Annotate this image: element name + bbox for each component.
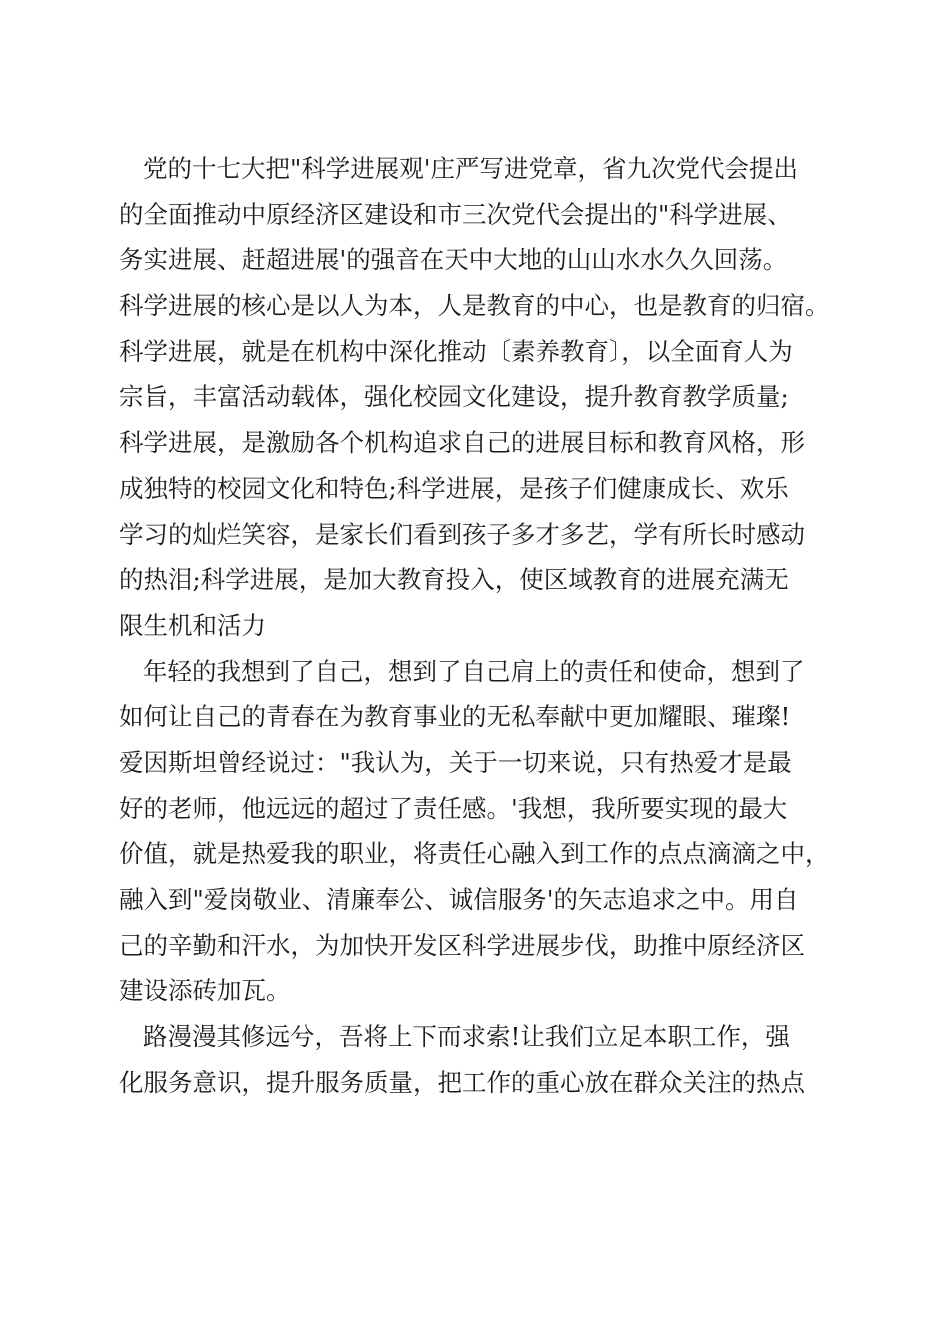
text-line: 成独特的校园文化和特色;科学进展，是孩子们健康成长、欢乐	[119, 473, 789, 503]
text-line: 科学进展，是激励各个机构追求自己的进展目标和教育风格，形	[119, 428, 805, 458]
text-line: 学习的灿烂笑容，是家长们看到孩子多才多艺，学有所长时感动	[119, 519, 805, 549]
text-line: 好的老师，他远远的超过了责任感。'我想，我所要实现的最大	[119, 793, 788, 823]
text-line: 化服务意识，提升服务质量，把工作的重心放在群众关注的热点	[119, 1067, 805, 1097]
text-line: 融入到"爱岗敬业、清廉奉公、诚信服务'的矢志追求之中。用自	[119, 885, 799, 914]
text-line: 己的辛勤和汗水，为加快开发区科学进展步伐，助推中原经济区	[119, 930, 805, 960]
text-line: 限生机和活力	[119, 610, 266, 640]
paragraph-first-line: 党的十七大把"科学进展观'庄严写进党章，省九次党代会提出	[143, 154, 799, 183]
paragraph-first-line: 路漫漫其修远兮，吾将上下而求索!让我们立足本职工作，强	[143, 1022, 790, 1052]
paragraph-first-line: 年轻的我想到了自己，想到了自己肩上的责任和使命，想到了	[143, 656, 805, 686]
text-line: 爱因斯坦曾经说过："我认为，关于一切来说，只有热爱才是最	[119, 747, 792, 777]
document-body	[119, 150, 849, 1109]
text-line: 的热泪;科学进展，是加大教育投入，使区域教育的进展充满无	[119, 565, 789, 595]
text-line: 科学进展，就是在机构中深化推动〔素养教育〕，以全面育人为	[119, 336, 793, 366]
text-line: 如何让自己的青春在为教育事业的无私奉献中更加耀眼、璀璨!	[119, 702, 791, 732]
text-line: 宗旨，丰富活动载体，强化校园文化建设，提升教育教学质量;	[119, 382, 789, 412]
text-line: 科学进展的核心是以人为本，人是教育的中心，也是教育的归宿。	[119, 291, 830, 321]
text-line: 价值，就是热爱我的职业，将责任心融入到工作的点点滴滴之中，	[119, 839, 830, 869]
text-line: 务实进展、赶超进展'的强音在天中大地的山山水水久久回荡。	[119, 245, 788, 275]
text-line: 建设添砖加瓦。	[119, 976, 291, 1006]
text-line: 的全面推动中原经济区建设和市三次党代会提出的"科学进展、	[119, 199, 792, 229]
